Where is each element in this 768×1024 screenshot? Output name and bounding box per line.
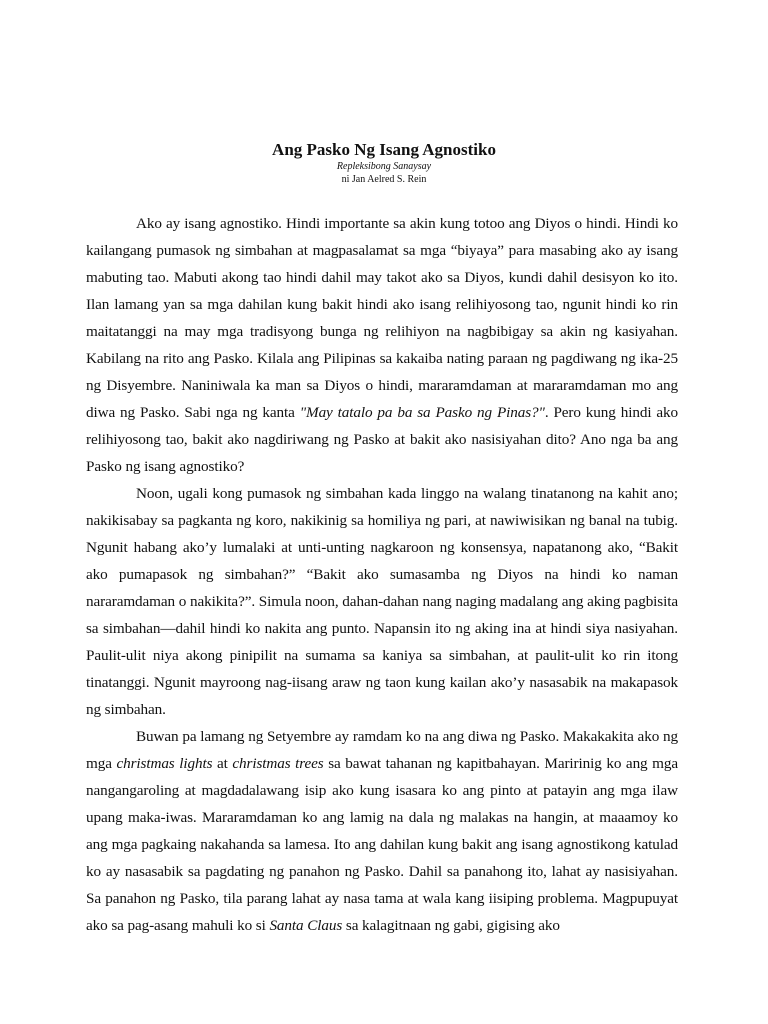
document-subtitle: Repleksibong Sanaysay xyxy=(336,161,432,172)
song-quote: "May tatalo pa ba sa Pasko ng Pinas?" xyxy=(299,404,545,421)
italic-term: Santa Claus xyxy=(269,917,343,934)
text-run: sa kalagitnaan ng gabi, gigising ako xyxy=(342,917,560,934)
paragraph-3 xyxy=(86,723,678,939)
text-run: Buwan pa lamang ng Setyembre ay ramdam ko na ang diwa ng Pasko. Makakakita ako ng mga xyxy=(86,728,678,772)
text-run: Noon, ugali kong pumasok ng simbahan kada linggo na walang tinatanong na kahit ano; nakikisabay sa pagkanta ng koro, nakikinig sa homiliya ng pari, at nawiwisikan ng banal na tubig. Ngunit habang ako’y lumalaki at unti-unting nagkaroon ng konsensya, napatanong ako, “Bakit ako pumapasok ng simbahan?” “Bakit ako sumasamba ng Diyos na hindi ko naman nararamdaman o nakikita?”. Simula noon, dahan-dahan nang naging madalang ang aking pagbisita sa simbahan—dahil hindi ko nakita ang punto. Napansin ito ng aking ina at hindi siya nasiyahan. Paulit-ulit niya akong pinipilit na sumama sa kaniya sa simbahan, at paulit-ulit ko rin itong tinatanggi. Ngunit mayroong nag-iisang araw ng taon kung kailan ako’y nasasabik na makapasok ng simbahan. xyxy=(86,485,678,718)
text-run: at xyxy=(212,755,233,772)
paragraph-1 xyxy=(86,210,678,480)
italic-term: christmas trees xyxy=(232,755,324,772)
document-author: ni Jan Aelred S. Rein xyxy=(341,174,427,185)
text-run: sa bawat tahanan ng kapitbahayan. Maririnig ko ang mga nangangaroling at magdadalawang isip ako kung isasara ko ang pinto at patayin ang mga ilaw upang maka-iwas. Mararamdaman ko ang lamig na dala ng malakas na hangin, at maaamoy ko ang mga pagkaing nakahanda sa lamesa. Ito ang dahilan kung bakit ang isang agnostikong katulad ko ay nasasabik sa pagdating ng panahon ng Pasko. Dahil sa panahong ito, lahat ay nasisiyahan. Sa panahon ng Pasko, tila parang lahat ay nasa tama at wala kang iisiping problema. Magpupuyat ako sa pag-asang mahuli ko si xyxy=(86,755,679,934)
document-body xyxy=(86,210,678,939)
paragraph-2 xyxy=(86,480,678,723)
text-run: . Pero kung hindi ako relihiyosong tao, bakit ako nagdiriwang ng Pasko at bakit ako nasisiyahan dito? Ano nga ba ang Pasko ng isang agnostiko? xyxy=(86,404,679,475)
document-title: Ang Pasko Ng Isang Agnostiko xyxy=(272,140,496,159)
italic-term: christmas lights xyxy=(116,755,213,772)
document-header xyxy=(0,140,768,186)
text-run: Ako ay isang agnostiko. Hindi importante sa akin kung totoo ang Diyos o hindi. Hindi ko kailangang pumasok ng simbahan at magpasalamat sa mga “biyaya” para masabing ako ay isang mabuting tao. Mabuti akong tao hindi dahil may takot ako sa Diyos, kundi dahil desisyon ko ito. Ilan lamang yan sa mga dahilan kung bakit hindi ako isang relihiyosong tao, ngunit hindi ko rin maitatanggi na may mga tradisyong bunga ng relihiyon na nagbibigay sa akin ng kasiyahan. Kabilang na rito ang Pasko. Kilala ang Pilipinas sa kakaiba nating paraan ng pagdiwang ng ika-25 ng Disyembre. Naniniwala ka man sa Diyos o hindi, mararamdaman at mararamdaman mo ang diwa ng Pasko. Sabi nga ng kanta xyxy=(86,215,678,421)
